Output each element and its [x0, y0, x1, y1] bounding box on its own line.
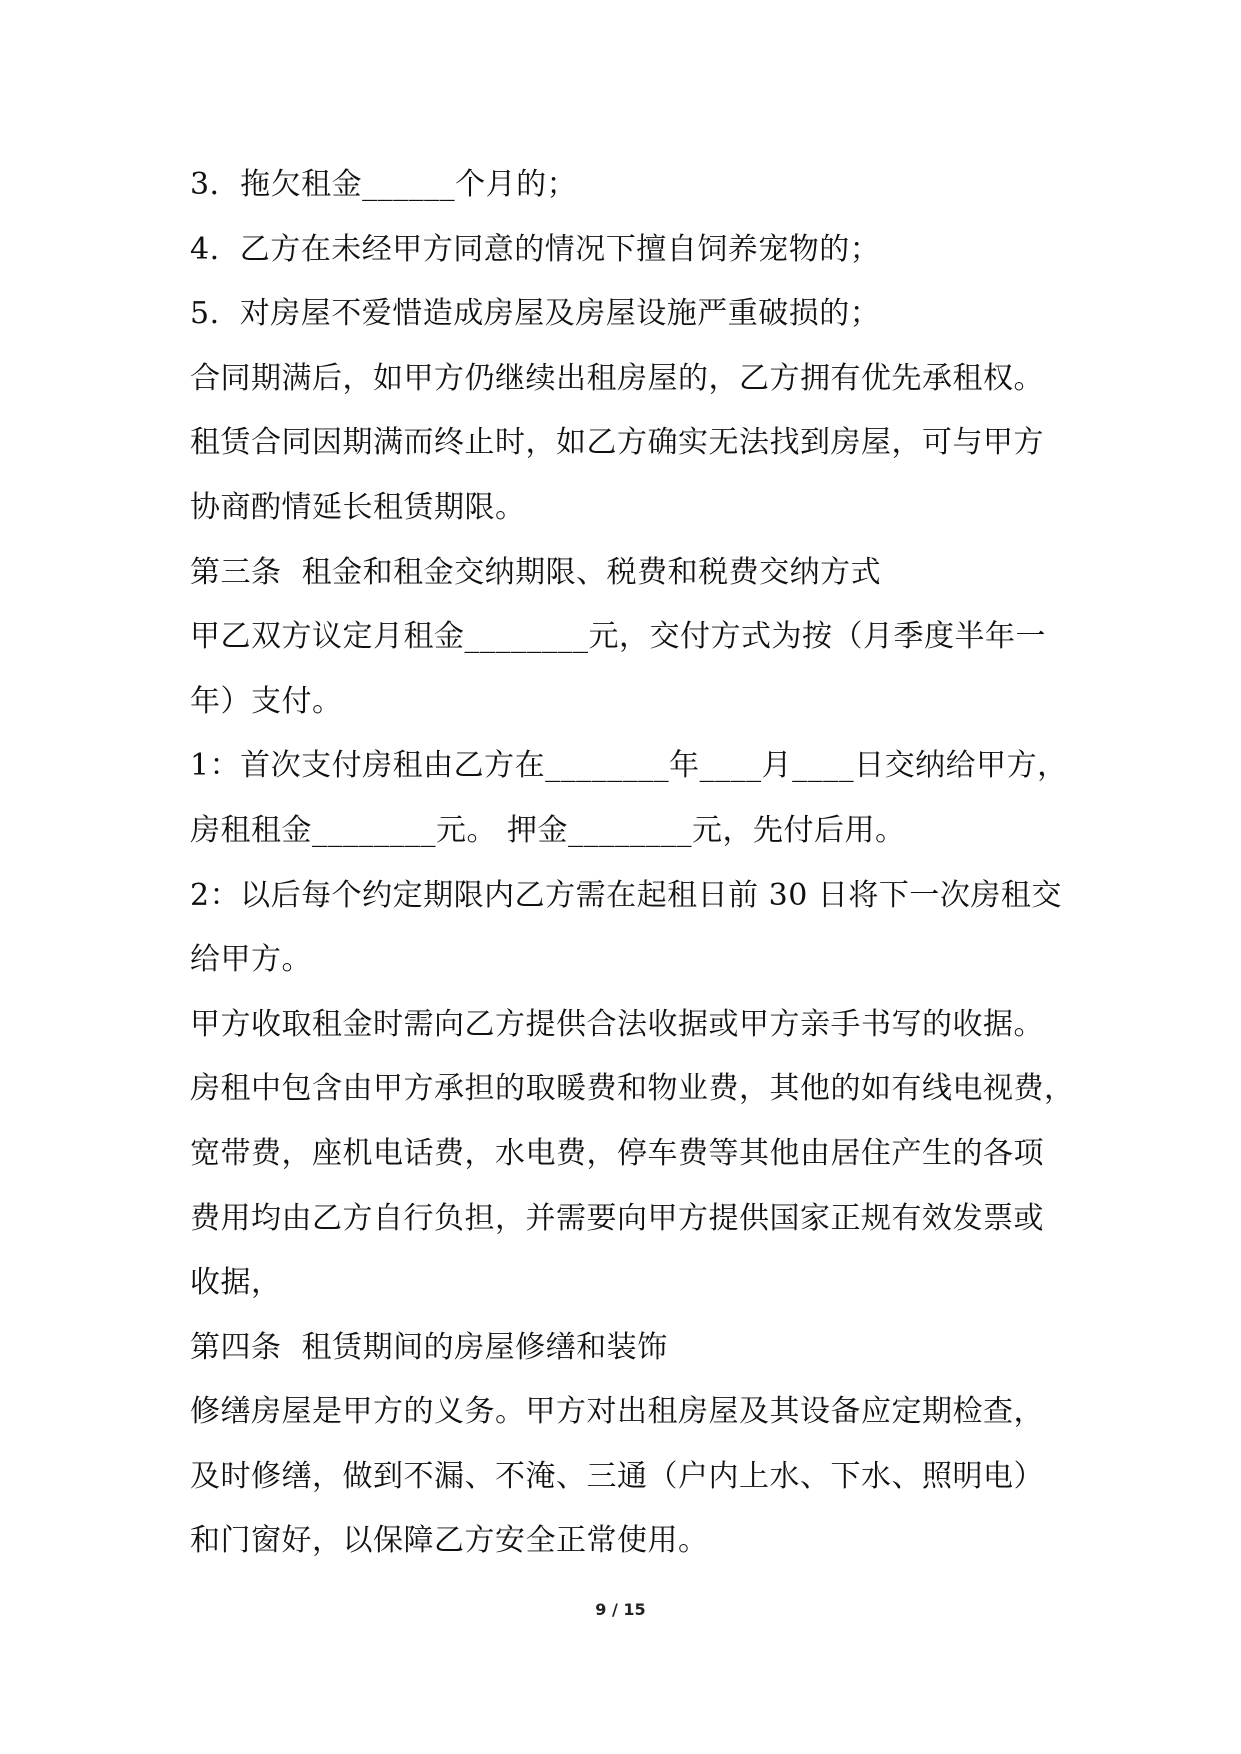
text-line: 协商酌情延长租赁期限。 [190, 489, 526, 525]
section-heading: 第四条 租赁期间的房屋修缮和装饰 [190, 1329, 668, 1365]
text-line: 修缮房屋是甲方的义务。甲方对出租房屋及其设备应定期检查， [190, 1394, 1044, 1430]
text-line: 及时修缮，做到不漏、不淹、三通（户内上水、下水、照明电） [190, 1458, 1044, 1494]
text-line: 4. 乙方在未经甲方同意的情况下擅自饲养宠物的； [190, 231, 881, 267]
text-line: 房租中包含由甲方承担的取暖费和物业费，其他的如有线电视费， [190, 1071, 1075, 1107]
text-line: 给甲方。 [190, 942, 312, 978]
text-line: 合同期满后，如甲方仍继续出租房屋的，乙方拥有优先承租权。 [190, 360, 1044, 396]
text-line: 年）支付。 [190, 683, 343, 719]
text-line: 3．拖欠租金______个月的； [190, 167, 578, 202]
text-line: 租赁合同因期满而终止时，如乙方确实无法找到房屋，可与甲方 [190, 425, 1044, 461]
text-line: 费用均由乙方自行负担，并需要向甲方提供国家正规有效发票或 [190, 1200, 1044, 1236]
text-line: 1：首次支付房租由乙方在________年____月____日交纳给甲方， [190, 748, 1068, 784]
text-line: 房租租金________元。 押金________元，先付后用。 [190, 812, 906, 848]
page-number: 9 / 15 [595, 1600, 646, 1619]
text-line: 甲方收取租金时需向乙方提供合法收据或甲方亲手书写的收据。 [190, 1006, 1044, 1042]
section-heading: 第三条 租金和租金交纳期限、税费和税费交纳方式 [190, 554, 882, 590]
text-line: 2：以后每个约定期限内乙方需在起租日前 30 日将下一次房租交 [190, 877, 1062, 913]
text-line: 宽带费，座机电话费，水电费，停车费等其他由居住产生的各项 [190, 1135, 1044, 1171]
text-line: 甲乙双方议定月租金________元，交付方式为按（月季度半年一 [190, 619, 1046, 655]
text-line: 和门窗好，以保障乙方安全正常使用。 [190, 1523, 709, 1559]
document-body [190, 153, 1090, 1574]
text-line: 5. 对房屋不爱惜造成房屋及房屋设施严重破损的； [190, 296, 881, 332]
text-line: 收据， [190, 1265, 282, 1301]
